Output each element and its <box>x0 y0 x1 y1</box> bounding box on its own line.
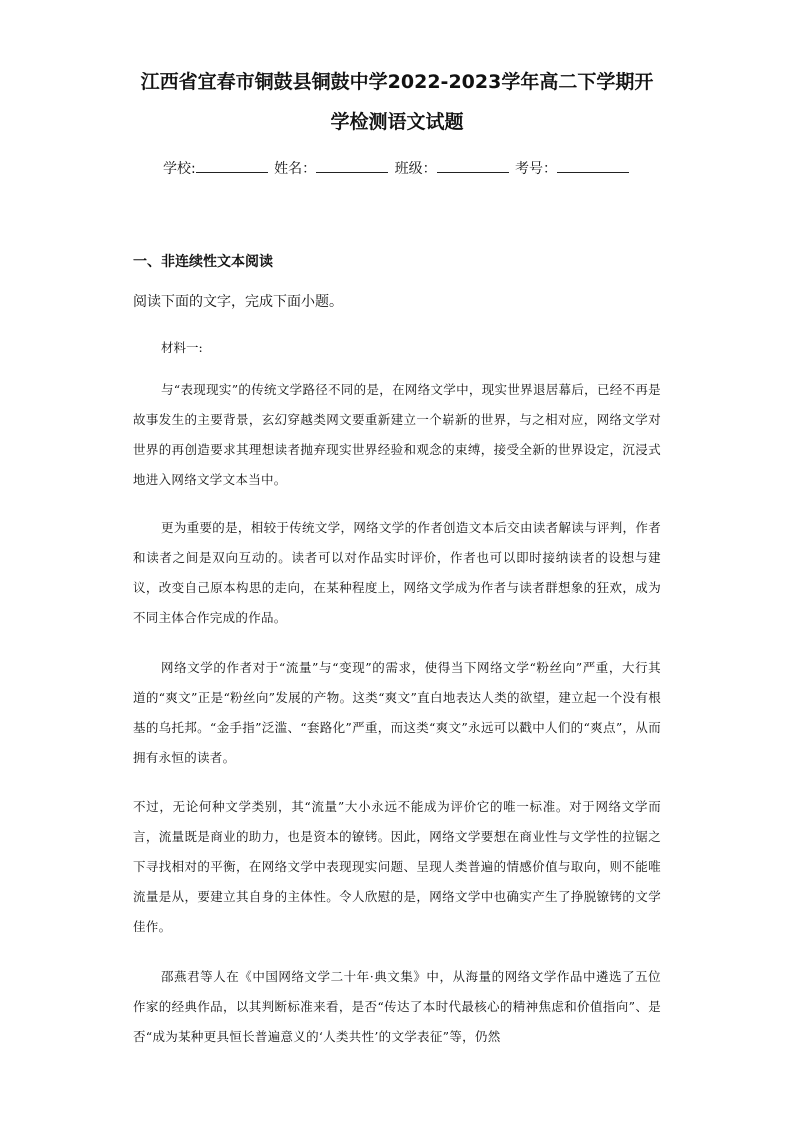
paragraph: 网络文学的作者对于“流量”与“变现”的需求，使得当下网络文学“粉丝向”严重，大行其道的“爽文”正是“粉丝向”发展的产物。这类“爽文”直白地表达人类的欲望，建立起一个没有根基的乌托邦。“金手指”泛滥、“套路化”严重，而这类“爽文”永远可以戳中人们的“爽点”，从而拥有永恒的读者。 <box>133 660 661 765</box>
paragraph: 不过，无论何种文学类别，其“流量”大小永远不能成为评价它的唯一标准。对于网络文学而言，流量既是商业的助力，也是资本的镣铐。因此，网络文学要想在商业性与文学性的拉锯之下寻找相对的平衡，在网络文学中表现现实问题、呈现人类普遍的情感价值与取向，则不能唯流量是从，要建立其自身的主体性。令人欣慰的是，网络文学中也确实产生了挣脱镣铐的文学佳作。 <box>133 799 661 934</box>
school-label: 学校: <box>162 161 196 177</box>
class-field[interactable] <box>437 158 509 173</box>
id-field[interactable] <box>557 158 629 173</box>
school-field[interactable] <box>196 158 268 173</box>
material-label: 材料一: <box>161 340 203 355</box>
paragraph: 与“表现现实”的传统文学路径不同的是，在网络文学中，现实世界退居幕后，已经不再是故事发生的主要背景，玄幻穿越类网文要重新建立一个崭新的世界，与之相对应，网络文学对世界的再创造要求其理想读者抛弃现实世界经验和观念的束缚，接受全新的世界设定，沉浸式地进入网络文学文本当中。 <box>133 382 661 487</box>
class-label: 班级： <box>394 161 437 177</box>
id-label: 考号： <box>515 161 558 177</box>
exam-title-line-1: 江西省宜春市铜鼓县铜鼓中学2022-2023学年高二下学期开 <box>140 71 654 93</box>
student-info-row <box>0 158 794 179</box>
exam-title-line-2: 学检测语文试题 <box>330 111 464 133</box>
section-heading: 一、非连续性文本阅读 <box>133 254 273 270</box>
paragraph: 邵燕君等人在《中国网络文学二十年·典文集》中，从海量的网络文学作品中遴选了五位作家的经典作品，以其判断标准来看，是否“传达了本时代最核心的精神焦虑和价值指向”、是否“成为某种更具恒长普遍意义的‘人类共性’的文学表征”等，仍然 <box>133 969 661 1044</box>
paragraph: 更为重要的是，相较于传统文学，网络文学的作者创造文本后交由读者解读与评判，作者和读者之间是双向互动的。读者可以对作品实时评价，作者也可以即时接纳读者的设想与建议，改变自己原本构思的走向，在某种程度上，网络文学成为作者与读者群想象的狂欢，成为不同主体合作完成的作品。 <box>133 520 661 625</box>
name-field[interactable] <box>316 158 388 173</box>
reading-instruction: 阅读下面的文字，完成下面小题。 <box>133 294 343 310</box>
name-label: 姓名： <box>274 161 317 177</box>
